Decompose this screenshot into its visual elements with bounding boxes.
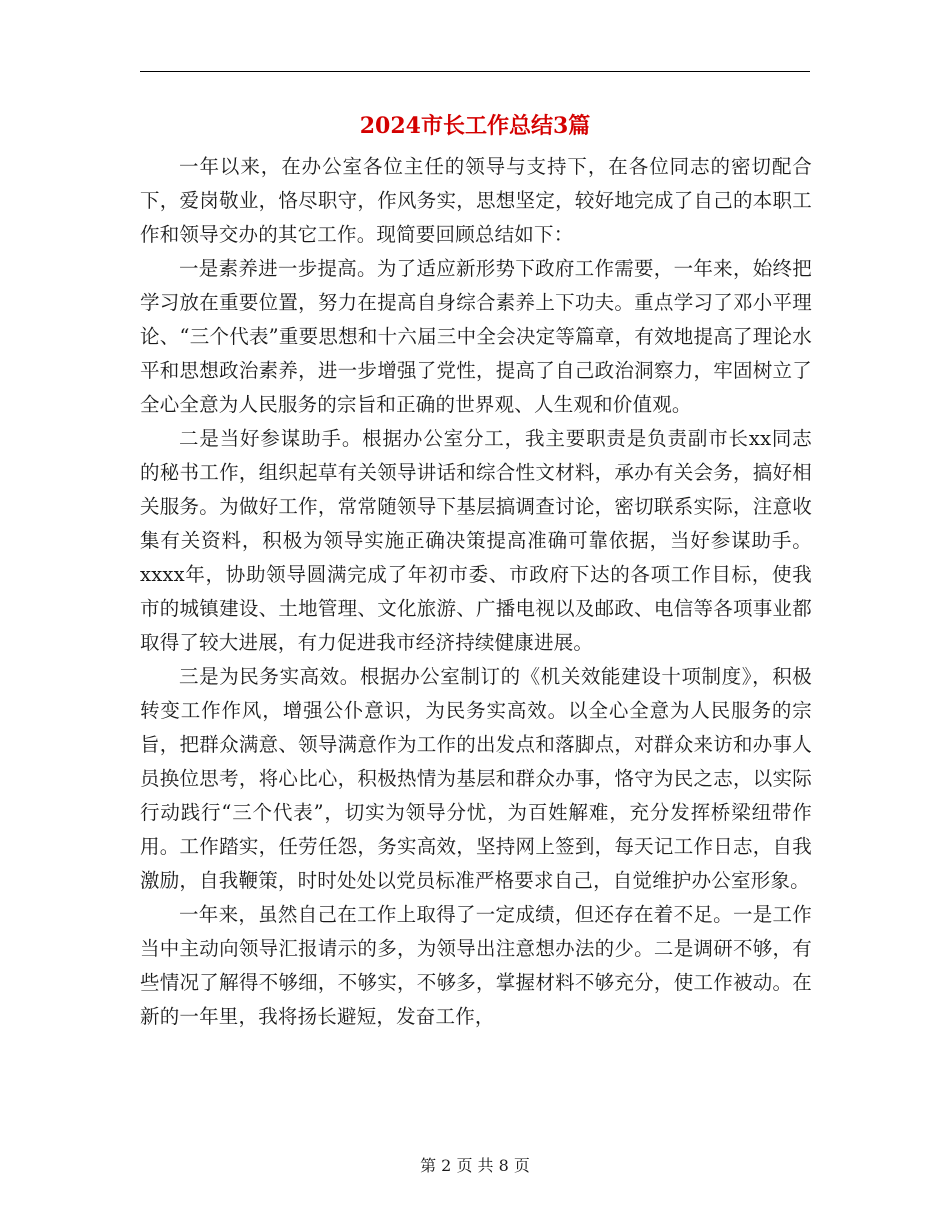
paragraph-intro: 一年以来，在办公室各位主任的领导与支持下，在各位同志的密切配合下，爱岗敬业，恪尽职守，作风务实，思想坚定，较好地完成了自己的本职工作和领导交办的其它工作。现简要回顾总结如下： — [140, 155, 812, 246]
paragraph-shortcomings: 一年来，虽然自己在工作上取得了一定成绩，但还存在着不足。一是工作当中主动向领导汇报请示的多，为领导出注意想办法的少。二是调研不够，有些情况了解得不够细，不够实，不够多，掌握材料不够充分，使工作被动。在新的一年里，我将扬长避短，发奋工作， — [140, 903, 812, 1028]
paragraph-quality: 一是素养进一步提高。为了适应新形势下政府工作需要，一年来，始终把学习放在重要位置，努力在提高自身综合素养上下功夫。重点学习了邓小平理论、“三个代表”重要思想和十六届三中全会决定等篇章，有效地提高了理论水平和思想政治素养，进一步增强了党性，提高了自己政治洞察力，牢固树立了全心全意为人民服务的宗旨和正确的世界观、人生观和价值观。 — [140, 257, 812, 416]
document-title: 2024市长工作总结3篇 — [359, 113, 591, 139]
paragraph-efficiency: 三是为民务实高效。根据办公室制订的《机关效能建设十项制度》，积极转变工作作风，增强公仆意识，为民务实高效。以全心全意为人民服务的宗旨，把群众满意、领导满意作为工作的出发点和落脚点，对群众来访和办事人员换位思考，将心比心，积极热情为基层和群众办事，恪守为民之志，以实际行动践行“三个代表”，切实为领导分忧，为百姓解难，充分发挥桥梁纽带作用。工作踏实，任劳任怨，务实高效，坚持网上签到，每天记工作日志，自我激励，自我鞭策，时时处处以党员标准严格要求自己，自觉维护办公室形象。 — [140, 665, 812, 892]
page-number: 第 2 页 共 8 页 — [420, 1156, 530, 1175]
header-rule — [140, 71, 810, 72]
paragraph-assistant: 二是当好参谋助手。根据办公室分工，我主要职责是负责副市长xx同志的秘书工作，组织起草有关领导讲话和综合性文材料，承办有关会务，搞好相关服务。为做好工作，常常随领导下基层搞调查讨论，密切联系实际，注意收集有关资料，积极为领导实施正确决策提高准确可靠依据，当好参谋助手。xxxx年，协助领导圆满完成了年初市委、市政府下达的各项工作目标，使我市的城镇建设、土地管理、文化旅游、广播电视以及邮政、电信等各项事业都取得了较大进展，有力促进我市经济持续健康进展。 — [140, 427, 812, 654]
document-body — [140, 150, 812, 1034]
